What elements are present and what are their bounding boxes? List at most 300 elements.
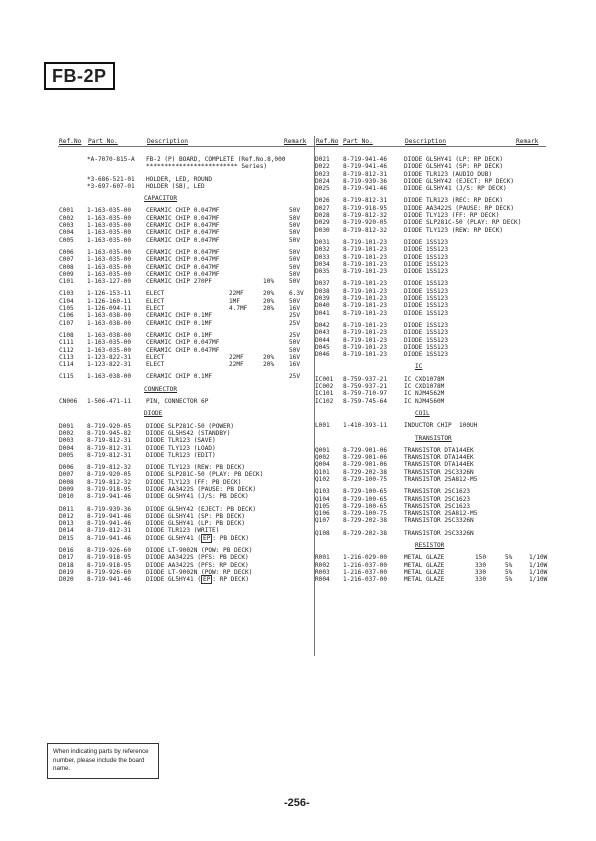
part-number-cell: 1-216-029-00 [343, 554, 388, 562]
remark-cell: 50V [289, 263, 301, 271]
part-number-cell: 1-163-035-00 [87, 229, 132, 237]
table-row [315, 510, 565, 517]
part-number-cell: 8-719-941-46 [87, 576, 132, 584]
description-cell: DIODE TLY123 (REW: PB DECK) [146, 464, 246, 472]
ref-cell: C105 [59, 305, 74, 313]
table-row [315, 496, 565, 503]
table-row [59, 430, 314, 437]
part-number-cell: 8-719-918-95 [87, 554, 132, 562]
ref-cell: C009 [59, 270, 74, 278]
description-cell: CERAMIC CHIP 0.1MF [146, 373, 213, 381]
parts-table-left [59, 156, 314, 584]
section-title: RESISTOR [415, 542, 445, 550]
remark-cell: 50V [289, 236, 301, 244]
description-cell: DIODE SLP281C-50 (PLAY: RP DECK) [404, 219, 522, 227]
table-row [59, 354, 314, 361]
ref-cell: C005 [59, 236, 74, 244]
ref-cell: D018 [59, 561, 74, 569]
part-number-cell: 8-729-100-65 [343, 502, 388, 510]
part-number-cell: 1-163-035-00 [87, 339, 132, 347]
table-row [315, 569, 565, 576]
part-number-cell: *A-7070-815-A [87, 156, 135, 163]
ref-cell: D014 [59, 527, 74, 535]
ref-cell: Q103 [315, 488, 330, 496]
ref-cell: D042 [315, 321, 330, 329]
description-cell: CERAMIC CHIP 0.047MF [146, 346, 220, 354]
ref-cell: D008 [59, 478, 74, 486]
description-cell: DIODE 1SS123 [404, 302, 449, 310]
part-number-cell: 8-719-920-05 [87, 422, 132, 430]
header-ref-right: Ref.No [316, 138, 339, 145]
part-number-cell: 8-719-812-32 [343, 226, 388, 234]
tolerance-cell: 5% [505, 561, 513, 569]
ref-cell: Q107 [315, 517, 330, 525]
part-number-cell: 8-719-812-31 [87, 451, 132, 459]
table-row [59, 278, 314, 285]
table-row [315, 344, 565, 351]
ref-cell: D006 [59, 464, 74, 472]
part-number-cell: 8-759-710-97 [343, 390, 388, 398]
part-number-cell: 1-163-035-00 [87, 236, 132, 244]
table-row [315, 337, 565, 344]
ref-cell: D031 [315, 238, 330, 246]
ref-cell: C112 [59, 346, 74, 354]
ref-cell: D010 [59, 493, 74, 501]
ref-cell: IC001 [315, 375, 334, 383]
description-cell: TRANSISTOR DTA144EK [404, 461, 474, 469]
remark-cell: 1/10W [529, 561, 548, 569]
table-row [59, 452, 314, 459]
description-cell: CERAMIC CHIP 0.047MF [146, 270, 220, 278]
ref-cell: D033 [315, 253, 330, 261]
tolerance-cell: 5% [505, 554, 513, 562]
table-row [59, 520, 314, 527]
remark-cell: 1/10W [529, 554, 548, 562]
remark-cell: 25V [289, 373, 301, 381]
table-row [59, 471, 314, 478]
description-cell: CERAMIC CHIP 0.047MF [146, 222, 220, 230]
table-row [315, 454, 565, 461]
table-row [59, 361, 314, 368]
description-suffix: : RP DECK) [212, 576, 250, 584]
description-cell: DIODE 1SS123 [404, 321, 449, 329]
part-number-cell: 8-719-101-23 [343, 253, 388, 261]
description-cell: DIODE 1SS123 [404, 260, 449, 268]
description-cell [146, 576, 249, 583]
description-cell: FB-2 (P) BOARD, COMPLETE (Ref.No.8,000 [146, 156, 286, 163]
part-number-cell: 1-163-035-00 [87, 248, 132, 256]
ref-cell: D046 [315, 351, 330, 359]
section-heading [315, 542, 565, 549]
description-cell: DIODE 1SS123 [404, 280, 449, 288]
part-number-cell: 1-163-038-00 [87, 319, 132, 327]
ref-cell: Q108 [315, 529, 330, 537]
remark-cell: 50V [289, 207, 301, 215]
table-row [315, 488, 565, 495]
ref-cell: Q001 [315, 446, 330, 454]
description-cell: METAL GLAZE [404, 554, 445, 562]
part-number-cell: 8-719-101-23 [343, 309, 388, 317]
part-number-cell: 8-729-100-75 [343, 475, 388, 483]
ref-cell: C107 [59, 319, 74, 327]
value-cell: 1MF [229, 297, 241, 305]
section-heading [59, 386, 314, 393]
table-row [315, 554, 565, 561]
remark-cell: 16V [289, 361, 301, 369]
part-number-cell: 8-719-941-46 [87, 512, 132, 520]
ref-cell: CN006 [59, 398, 78, 406]
description-cell: CERAMIC CHIP 0.047MF [146, 214, 220, 222]
table-row [315, 398, 565, 405]
tolerance-cell: 5% [505, 568, 513, 576]
part-number-cell: 1-123-822-31 [87, 361, 132, 369]
part-number-cell: 8-719-101-23 [343, 343, 388, 351]
part-number-cell: 8-719-101-23 [343, 280, 388, 288]
ref-cell: C103 [59, 290, 74, 298]
ref-cell: D023 [315, 170, 330, 178]
part-number-cell: 1-163-035-00 [87, 222, 132, 230]
remark-cell: 50V [289, 278, 301, 286]
table-row [315, 461, 565, 468]
part-number-cell: 8-719-101-23 [343, 329, 388, 337]
part-number-cell: 8-719-101-23 [343, 302, 388, 310]
header-rule-left [58, 146, 314, 147]
part-number-cell: 8-719-926-60 [87, 568, 132, 576]
table-row [59, 527, 314, 534]
section-title: IC [415, 363, 423, 371]
ref-cell: Q106 [315, 510, 330, 518]
description-cell: DIODE AA3422S (PFS: RP DECK) [146, 561, 249, 569]
table-row [315, 197, 565, 204]
ref-cell: R002 [315, 561, 330, 569]
description-cell: CERAMIC CHIP 0.1MF [146, 319, 213, 327]
remark-cell: 25V [289, 319, 301, 327]
description-cell: DIODE TLY123 (LOAD) [146, 444, 216, 452]
ref-cell: R003 [315, 568, 330, 576]
part-number-cell: 8-719-812-31 [343, 197, 388, 205]
part-number-cell: 1-216-037-00 [343, 576, 388, 584]
part-number-cell: 8-729-100-75 [343, 510, 388, 518]
table-row [59, 176, 314, 183]
value-cell: 150 [475, 554, 487, 562]
value-cell: 330 [475, 576, 487, 584]
table-row [315, 171, 565, 178]
table-row [59, 547, 314, 554]
part-number-cell: 8-719-941-46 [87, 534, 132, 542]
table-row [315, 227, 565, 234]
part-number-cell: *3-686-521-01 [87, 175, 135, 183]
part-number-cell: 8-719-918-95 [343, 204, 388, 212]
header-ref-left: Ref.No [59, 138, 82, 145]
tolerance-cell: 20% [263, 353, 275, 361]
table-row [59, 163, 314, 170]
table-row [315, 576, 565, 583]
description-cell: DIODE GL5HY41 (LP: RP DECK) [404, 156, 504, 163]
part-number-cell: 8-719-101-23 [343, 287, 388, 295]
part-number-cell: 1-163-035-00 [87, 346, 132, 354]
table-row [59, 156, 314, 163]
part-number-cell: 8-719-945-82 [87, 429, 132, 437]
ref-cell: D017 [59, 554, 74, 562]
ref-cell: IC002 [315, 383, 334, 391]
part-number-cell: 8-719-101-23 [343, 321, 388, 329]
table-row [315, 219, 565, 226]
ref-cell: Q102 [315, 475, 330, 483]
part-number-cell: 8-719-920-05 [343, 219, 388, 227]
description-cell: DIODE TLR123 (WRITE) [146, 527, 220, 535]
part-number-cell: 1-216-037-00 [343, 568, 388, 576]
part-number-cell: 1-163-038-00 [87, 312, 132, 320]
description-cell: CERAMIC CHIP 0.047MF [146, 229, 220, 237]
description-cell: DIODE 1SS123 [404, 343, 449, 351]
ref-cell: D016 [59, 547, 74, 555]
header-rule-right [314, 146, 546, 147]
table-row [315, 302, 565, 309]
ref-cell: D028 [315, 212, 330, 220]
description-cell: CERAMIC CHIP 0.047MF [146, 236, 220, 244]
value-cell: 22MF [229, 361, 244, 369]
description-cell: TRANSISTOR 2SA812-M5 [404, 475, 478, 483]
description-cell: METAL GLAZE [404, 576, 445, 584]
description-cell: DIODE TLY123 (FF: RP DECK) [404, 212, 500, 220]
board-label: FB-2P [44, 62, 115, 90]
table-row [59, 320, 314, 327]
ref-cell: R004 [315, 576, 330, 584]
header-remark-right: Remark [516, 138, 539, 145]
table-row [315, 469, 565, 476]
table-row [315, 376, 565, 383]
remark-cell: 25V [289, 312, 301, 320]
part-number-cell: 8-719-101-23 [343, 260, 388, 268]
description-cell: DIODE GL5HY42 (EJECT: RP DECK) [404, 177, 515, 185]
ref-cell: C114 [59, 361, 74, 369]
tolerance-cell: 5% [505, 576, 513, 584]
part-number-cell: 1-163-035-00 [87, 214, 132, 222]
description-cell: DIODE GL5HY41 (J/S: RP DECK) [404, 185, 507, 193]
description-cell: DIODE 1SS123 [404, 295, 449, 303]
ref-cell: Q104 [315, 495, 330, 503]
ref-cell: IC102 [315, 397, 334, 405]
description-cell: DIODE GL5HY41 (SP: RP DECK) [404, 163, 504, 171]
table-row [59, 222, 314, 229]
remark-cell: 50V [289, 248, 301, 256]
ref-cell: D021 [315, 156, 330, 163]
description-cell: CERAMIC CHIP 0.1MF [146, 312, 213, 320]
part-number-cell: *3-697-607-01 [87, 182, 135, 190]
header-part-right: Part No. [343, 138, 373, 145]
description-cell: DIODE TLR123 (SAVE) [146, 437, 216, 445]
remark-cell: 50V [289, 229, 301, 237]
part-number-cell: 8-719-812-32 [343, 212, 388, 220]
description-cell: DIODE GL5HY41 (LP: PB DECK) [146, 520, 246, 528]
description-cell: DIODE AA3422S (PAUSE: PB DECK) [146, 485, 257, 493]
description-prefix: DIODE GL5HY41 ( [146, 534, 202, 542]
part-number-cell: 8-719-939-36 [87, 505, 132, 513]
description-cell: DIODE AA3422S (PFS: PB DECK) [146, 554, 249, 562]
description-cell: PIN, CONNECTOR 6P [146, 398, 209, 406]
description-cell: HOLDER (SB), LED [146, 182, 205, 190]
remark-cell: 6.3V [289, 290, 304, 298]
description-cell: ************************* Series) [146, 163, 268, 171]
ref-cell: D030 [315, 226, 330, 234]
table-row [315, 295, 565, 302]
description-cell: DIODE GL5HS42 (STANDBY) [146, 429, 231, 437]
part-number-cell: 1-163-035-00 [87, 207, 132, 215]
table-row [59, 256, 314, 263]
table-row [315, 261, 565, 268]
part-number-cell: 8-719-939-36 [343, 177, 388, 185]
section-title: TRANSISTOR [415, 434, 452, 442]
part-number-cell: 8-719-918-95 [87, 485, 132, 493]
table-row [315, 156, 565, 163]
table-row [59, 479, 314, 486]
ref-cell: D020 [59, 576, 74, 584]
section-heading [59, 195, 314, 202]
part-number-cell: 8-759-937-21 [343, 375, 388, 383]
description-prefix: DIODE GL5HY41 ( [146, 576, 202, 584]
table-row [315, 530, 565, 537]
ref-cell: D041 [315, 309, 330, 317]
remark-cell: 1/10W [529, 576, 548, 584]
table-row [315, 178, 565, 185]
ref-cell: R001 [315, 554, 330, 562]
tolerance-cell: 20% [263, 290, 275, 298]
table-row [315, 239, 565, 246]
description-cell: DIODE 1SS123 [404, 336, 449, 344]
remark-cell: 50V [289, 222, 301, 230]
description-cell: DIODE 1SS123 [404, 287, 449, 295]
part-number-cell: 8-719-941-46 [343, 163, 388, 171]
table-row [315, 310, 565, 317]
part-number-cell: 1-163-035-00 [87, 263, 132, 271]
part-number-cell: 8-719-941-46 [87, 493, 132, 501]
part-number-cell: 8-719-101-23 [343, 246, 388, 254]
table-row [315, 383, 565, 390]
remark-cell: 16V [289, 353, 301, 361]
ref-cell: D032 [315, 246, 330, 254]
part-number-cell: 1-163-127-00 [87, 278, 132, 286]
reference-note: When indicating parts by reference number, please include the board name. [47, 743, 159, 779]
part-number-cell: 8-729-202-38 [343, 529, 388, 537]
table-row [315, 562, 565, 569]
table-row [59, 264, 314, 271]
ref-cell: D009 [59, 485, 74, 493]
ref-cell: C108 [59, 331, 74, 339]
part-number-cell: 8-759-745-64 [343, 397, 388, 405]
ref-cell: C106 [59, 312, 74, 320]
description-cell: TRANSISTOR 2SA812-M5 [404, 510, 478, 518]
description-cell: CERAMIC CHIP 270PF [146, 278, 213, 286]
ref-cell: D012 [59, 512, 74, 520]
remark-cell: 16V [289, 305, 301, 313]
page-number: -256- [284, 797, 310, 809]
part-number-cell: 1-126-094-11 [87, 305, 132, 313]
description-cell: DIODE LT-9002N (POW: RP DECK) [146, 568, 253, 576]
description-cell: DIODE GL5HY42 (EJECT: PB DECK) [146, 505, 257, 513]
description-cell: CERAMIC CHIP 0.047MF [146, 248, 220, 256]
description-cell: IC NJM4562M [404, 390, 445, 398]
ref-cell: Q002 [315, 454, 330, 462]
section-title: DIODE [144, 410, 163, 418]
description-cell: METAL GLAZE [404, 568, 445, 576]
table-row [315, 212, 565, 219]
table-row [315, 322, 565, 329]
ref-cell: C111 [59, 339, 74, 347]
remark-cell: 50V [289, 297, 301, 305]
ref-cell: C004 [59, 229, 74, 237]
table-row [59, 513, 314, 520]
table-row [59, 271, 314, 278]
remark-cell: 50V [289, 256, 301, 264]
part-number-cell: 1-506-471-11 [87, 398, 132, 406]
description-cell: CERAMIC CHIP 0.047MF [146, 256, 220, 264]
description-cell: CERAMIC CHIP 0.1MF [146, 331, 213, 339]
table-row [59, 249, 314, 256]
table-row [59, 464, 314, 471]
ref-cell: D044 [315, 336, 330, 344]
table-row [59, 298, 314, 305]
description-cell: DIODE TLY123 (REW: RP DECK) [404, 226, 504, 234]
part-number-cell: 8-729-901-06 [343, 454, 388, 462]
ref-cell: D038 [315, 287, 330, 295]
tolerance-cell: 20% [263, 361, 275, 369]
table-row [315, 268, 565, 275]
ref-cell: L001 [315, 422, 330, 430]
ref-cell: D005 [59, 451, 74, 459]
part-number-cell: 8-719-812-31 [87, 437, 132, 445]
part-number-cell: 1-216-037-00 [343, 561, 388, 569]
table-row [59, 305, 314, 312]
description-suffix: : PB DECK) [212, 534, 250, 542]
remark-cell: 1/10W [529, 568, 548, 576]
description-cell: DIODE SLP281C-50 (POWER) [146, 422, 235, 430]
ref-cell: C101 [59, 278, 74, 286]
ref-cell: D034 [315, 260, 330, 268]
description-cell: DIODE 1SS123 [404, 246, 449, 254]
table-row [59, 554, 314, 561]
table-row [59, 437, 314, 444]
description-cell: DIODE 1SS123 [404, 351, 449, 359]
ref-cell: D024 [315, 177, 330, 185]
ref-cell: Q004 [315, 461, 330, 469]
ref-cell: D007 [59, 471, 74, 479]
ref-cell: D027 [315, 204, 330, 212]
ref-cell: D011 [59, 505, 74, 513]
part-number-cell: 8-719-101-23 [343, 268, 388, 276]
description-cell: DIODE 1SS123 [404, 253, 449, 261]
parts-table-right [315, 156, 565, 584]
ref-cell: D013 [59, 520, 74, 528]
part-number-cell: 8-719-101-23 [343, 336, 388, 344]
description-cell: DIODE TLR123 (REC: RP DECK) [404, 197, 504, 205]
table-row [315, 503, 565, 510]
remark-cell: 50V [289, 346, 301, 354]
table-row [315, 205, 565, 212]
boxed-symbol: EP [203, 534, 211, 542]
description-cell: ELECT [146, 305, 165, 313]
table-row [59, 506, 314, 513]
part-number-cell: 8-719-941-46 [87, 520, 132, 528]
description-cell: CERAMIC CHIP 0.047MF [146, 263, 220, 271]
table-row [59, 576, 314, 583]
part-number-cell: 8-719-812-31 [87, 527, 132, 535]
description-cell: DIODE 1SS123 [404, 238, 449, 246]
header-part-left: Part No. [88, 138, 118, 145]
description-cell: DIODE 1SS123 [404, 329, 449, 337]
ref-cell: D002 [59, 429, 74, 437]
table-row [315, 422, 565, 429]
remark-cell: 25V [289, 331, 301, 339]
